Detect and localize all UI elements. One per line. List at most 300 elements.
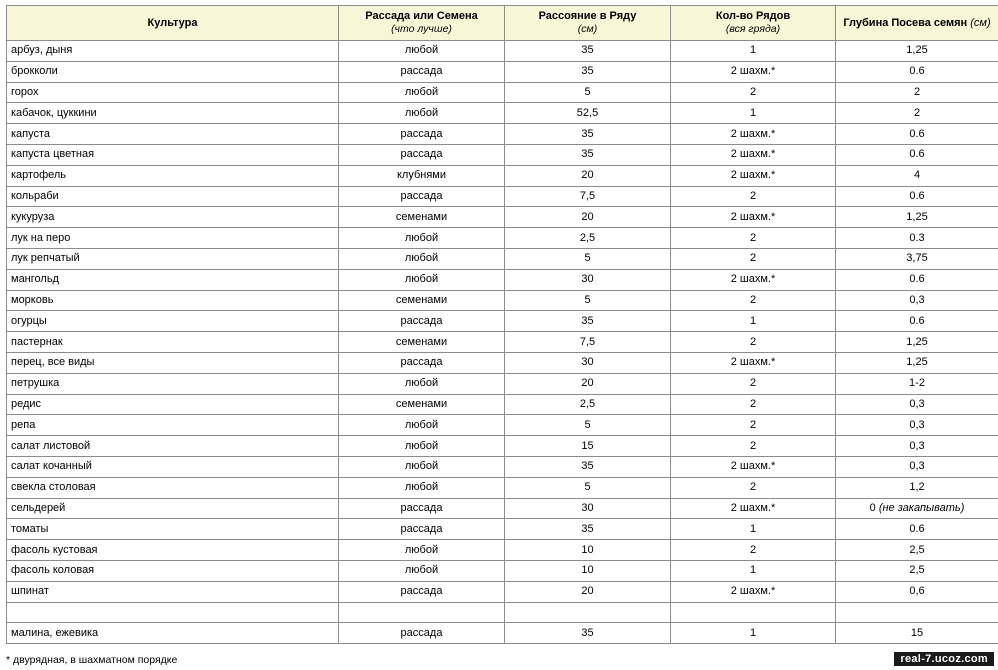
culture-cell	[7, 103, 339, 124]
rows-cell	[671, 41, 836, 62]
culture-value: кабачок, цуккини	[11, 106, 97, 119]
depth-cell	[836, 456, 998, 477]
rows-cell	[671, 269, 836, 290]
rows-value: 2 шахм.*	[730, 460, 776, 473]
culture-cell	[7, 124, 339, 145]
depth-cell	[836, 61, 998, 82]
method-value: любой	[404, 564, 439, 577]
rows-cell	[671, 311, 836, 332]
depth-cell	[836, 186, 998, 207]
spacing-cell	[505, 82, 671, 103]
culture-value: пастернак	[11, 335, 63, 348]
spacing-value: 5	[584, 252, 591, 265]
rows-value: 2 шахм.*	[730, 148, 776, 161]
spacing-value: 20	[581, 585, 594, 598]
depth-cell	[836, 519, 998, 540]
header-row-spacing	[505, 6, 671, 41]
depth-value: 4	[913, 169, 921, 182]
rows-cell	[671, 332, 836, 353]
table-row	[7, 415, 998, 436]
method-cell	[339, 41, 505, 62]
culture-value: арбуз, дыня	[11, 44, 73, 57]
table-row	[7, 560, 998, 581]
method-cell	[339, 498, 505, 519]
rows-value: 2	[749, 335, 757, 348]
rows-value: 1	[749, 564, 757, 577]
culture-value: шпинат	[11, 585, 49, 598]
spacing-value: 7,5	[579, 335, 596, 348]
spacing-value: 5	[584, 418, 591, 431]
spacing-value: 20	[581, 169, 594, 182]
method-cell	[339, 144, 505, 165]
table-row	[7, 103, 998, 124]
spacing-cell	[505, 248, 671, 269]
spacing-cell	[505, 228, 671, 249]
table-row	[7, 602, 998, 623]
culture-cell	[7, 269, 339, 290]
spacing-cell	[505, 41, 671, 62]
culture-cell	[7, 560, 339, 581]
culture-cell	[7, 498, 339, 519]
spacing-value: 10	[581, 543, 594, 556]
method-value: любой	[404, 377, 439, 390]
spacing-cell	[505, 394, 671, 415]
culture-cell	[7, 165, 339, 186]
spacing-value: 35	[581, 148, 594, 161]
method-value: любой	[404, 85, 439, 98]
celery-note: (не закапывать)	[878, 501, 965, 514]
depth-cell	[836, 41, 998, 62]
culture-cell	[7, 41, 339, 62]
depth-cell	[836, 373, 998, 394]
depth-cell	[836, 311, 998, 332]
culture-cell	[7, 311, 339, 332]
rows-value: 2	[749, 397, 757, 410]
depth-cell	[836, 436, 998, 457]
table-row	[7, 41, 998, 62]
culture-value: салат листовой	[11, 439, 91, 452]
method-cell	[339, 228, 505, 249]
rows-value: 2	[749, 543, 757, 556]
depth-value: 2	[913, 85, 921, 98]
rows-cell	[671, 124, 836, 145]
rows-value: 2	[749, 85, 757, 98]
rows-cell	[671, 394, 836, 415]
culture-value: петрушка	[11, 377, 60, 390]
depth-value: 0,6	[909, 585, 925, 598]
depth-value: 0.3	[909, 231, 925, 244]
method-value: рассада	[400, 501, 443, 514]
depth-cell	[836, 269, 998, 290]
rows-value: 2 шахм.*	[730, 65, 776, 78]
depth-value: 0.6	[909, 127, 925, 140]
spacing-cell	[505, 269, 671, 290]
depth-value: 0,3	[909, 460, 925, 473]
spacing-value: 35	[581, 65, 594, 78]
spacing-value: 35	[581, 314, 594, 327]
spacing-cell	[505, 519, 671, 540]
method-cell	[339, 103, 505, 124]
culture-value: малина, ежевика	[11, 626, 99, 639]
depth-cell	[836, 332, 998, 353]
method-cell	[339, 61, 505, 82]
method-cell	[339, 436, 505, 457]
method-value: рассада	[400, 314, 443, 327]
spacing-value: 35	[581, 522, 594, 535]
rows-value: 2	[749, 439, 757, 452]
spacing-cell	[505, 477, 671, 498]
depth-value: 0,3	[909, 418, 925, 431]
method-value: семенами	[395, 293, 448, 306]
culture-cell	[7, 207, 339, 228]
culture-value: репа	[11, 418, 36, 431]
table-row	[7, 456, 998, 477]
depth-cell	[836, 498, 998, 519]
rows-cell	[671, 228, 836, 249]
culture-value: капуста цветная	[11, 148, 95, 161]
depth-value: 0	[869, 501, 876, 514]
spacing-cell	[505, 144, 671, 165]
depth-cell	[836, 560, 998, 581]
method-cell	[339, 311, 505, 332]
method-value: рассада	[400, 356, 443, 369]
rows-cell	[671, 248, 836, 269]
table-row	[7, 623, 998, 644]
header-seedling-sub: (что лучше)	[391, 23, 452, 35]
spacing-cell	[505, 207, 671, 228]
culture-cell	[7, 394, 339, 415]
rows-value: 1	[749, 626, 757, 639]
table-row	[7, 144, 998, 165]
table-row	[7, 519, 998, 540]
culture-value: фасоль кустовая	[11, 543, 98, 556]
table-row	[7, 82, 998, 103]
rows-value: 2 шахм.*	[730, 501, 776, 514]
table-row	[7, 352, 998, 373]
spacing-value: 10	[581, 564, 594, 577]
rows-cell	[671, 373, 836, 394]
depth-value: 0,3	[909, 293, 925, 306]
header-row-count	[671, 6, 836, 41]
rows-cell	[671, 581, 836, 602]
depth-value: 1,25	[906, 210, 928, 223]
depth-value: 1-2	[909, 377, 925, 390]
culture-value: томаты	[11, 522, 49, 535]
culture-value: кукуруза	[11, 210, 55, 223]
culture-cell	[7, 623, 339, 644]
spacing-value: 5	[584, 85, 591, 98]
culture-value: брокколи	[11, 65, 58, 78]
culture-value: капуста	[11, 127, 51, 140]
header-depth-unit: (см)	[970, 16, 991, 29]
culture-value: мангольд	[11, 273, 59, 286]
method-value: клубнями	[396, 169, 447, 182]
culture-cell	[7, 519, 339, 540]
spacing-value: 2,5	[579, 231, 596, 244]
header-seedling-or-seed	[339, 6, 505, 41]
method-value: любой	[404, 44, 439, 57]
rows-cell	[671, 623, 836, 644]
method-value: рассада	[400, 626, 443, 639]
method-cell	[339, 540, 505, 561]
depth-value: 1,25	[906, 356, 928, 369]
table-body	[7, 41, 998, 644]
culture-value: сельдерей	[11, 501, 66, 514]
method-cell	[339, 207, 505, 228]
method-value: любой	[404, 106, 439, 119]
table-row	[7, 498, 998, 519]
table-row	[7, 290, 998, 311]
table-row	[7, 373, 998, 394]
table-row	[7, 581, 998, 602]
method-value: любой	[404, 418, 439, 431]
method-cell	[339, 373, 505, 394]
depth-value: 2	[913, 106, 921, 119]
spacing-cell	[505, 165, 671, 186]
spacing-cell	[505, 373, 671, 394]
method-cell	[339, 269, 505, 290]
spacing-cell	[505, 186, 671, 207]
depth-value: 1,2	[909, 481, 925, 494]
culture-value: лук репчатый	[11, 252, 80, 265]
method-value: рассада	[400, 189, 443, 202]
table-row	[7, 248, 998, 269]
spacing-cell	[505, 436, 671, 457]
culture-cell	[7, 332, 339, 353]
culture-value: картофель	[11, 169, 67, 182]
depth-cell	[836, 352, 998, 373]
culture-value: горох	[11, 85, 39, 98]
spacing-value: 5	[584, 293, 591, 306]
table-row	[7, 124, 998, 145]
depth-cell	[836, 602, 998, 623]
rows-cell	[671, 207, 836, 228]
culture-cell	[7, 581, 339, 602]
header-seedling-title: Рассада или Семена	[365, 10, 478, 22]
spacing-value: 35	[581, 44, 594, 57]
depth-cell	[836, 228, 998, 249]
rows-cell	[671, 498, 836, 519]
method-cell	[339, 519, 505, 540]
spacing-value: 15	[581, 439, 594, 452]
culture-cell	[7, 186, 339, 207]
method-value: рассада	[400, 65, 443, 78]
table-row	[7, 332, 998, 353]
depth-cell	[836, 623, 998, 644]
method-cell	[339, 394, 505, 415]
culture-value: лук на перо	[11, 231, 71, 244]
spacing-cell	[505, 352, 671, 373]
table-row	[7, 311, 998, 332]
spacing-cell	[505, 540, 671, 561]
rows-value: 2 шахм.*	[730, 273, 776, 286]
spacing-cell	[505, 61, 671, 82]
rows-cell	[671, 540, 836, 561]
rows-cell	[671, 82, 836, 103]
method-cell	[339, 456, 505, 477]
rows-value: 2 шахм.*	[730, 169, 776, 182]
header-spacing-sub: (см)	[577, 23, 598, 35]
spacing-cell	[505, 581, 671, 602]
table-row	[7, 165, 998, 186]
table-row	[7, 186, 998, 207]
depth-value: 0.6	[909, 148, 925, 161]
spacing-cell	[505, 332, 671, 353]
spacing-cell	[505, 560, 671, 581]
rows-cell	[671, 144, 836, 165]
method-cell	[339, 124, 505, 145]
spacing-cell	[505, 456, 671, 477]
depth-value: 3,75	[906, 252, 928, 265]
table-row	[7, 436, 998, 457]
method-cell	[339, 82, 505, 103]
method-value: любой	[404, 460, 439, 473]
culture-value: перец, все виды	[11, 356, 95, 369]
culture-cell	[7, 373, 339, 394]
rows-cell	[671, 290, 836, 311]
rows-value: 2	[749, 481, 757, 494]
spacing-value: 35	[581, 460, 594, 473]
culture-value: свекла столовая	[11, 481, 96, 494]
depth-cell	[836, 415, 998, 436]
spacing-cell	[505, 498, 671, 519]
depth-cell	[836, 165, 998, 186]
spacing-value: 7,5	[579, 189, 596, 202]
culture-cell	[7, 456, 339, 477]
culture-cell	[7, 415, 339, 436]
header-depth-title: Глубина Посева семян	[843, 16, 968, 29]
spacing-value: 2,5	[579, 397, 596, 410]
method-value: рассада	[400, 522, 443, 535]
spacing-cell	[505, 290, 671, 311]
table-row	[7, 394, 998, 415]
method-cell	[339, 352, 505, 373]
rows-cell	[671, 456, 836, 477]
method-value: любой	[404, 439, 439, 452]
table-row	[7, 207, 998, 228]
spacing-value: 35	[581, 626, 594, 639]
spacing-value: 20	[581, 377, 594, 390]
depth-cell	[836, 124, 998, 145]
depth-cell	[836, 394, 998, 415]
culture-cell	[7, 602, 339, 623]
depth-value: 1,25	[906, 44, 928, 57]
method-cell	[339, 186, 505, 207]
depth-cell	[836, 248, 998, 269]
header-culture	[7, 6, 339, 41]
culture-cell	[7, 436, 339, 457]
header-count-sub: (вся гряда)	[725, 23, 781, 35]
depth-cell	[836, 540, 998, 561]
method-value: семенами	[395, 397, 448, 410]
rows-value: 2	[749, 189, 757, 202]
rows-value: 2	[749, 252, 757, 265]
rows-cell	[671, 477, 836, 498]
method-value: любой	[404, 481, 439, 494]
method-value: рассада	[400, 127, 443, 140]
rows-value: 1	[749, 106, 757, 119]
depth-value: 0,3	[909, 439, 925, 452]
method-value: рассада	[400, 585, 443, 598]
spacing-value: 30	[581, 273, 594, 286]
culture-cell	[7, 540, 339, 561]
header-sowing-depth	[836, 6, 998, 41]
depth-cell	[836, 82, 998, 103]
rows-cell	[671, 436, 836, 457]
depth-cell	[836, 144, 998, 165]
depth-value: 1,25	[906, 335, 928, 348]
culture-value: кольраби	[11, 189, 59, 202]
rows-value: 1	[749, 522, 757, 535]
spacing-value: 20	[581, 210, 594, 223]
rows-value: 2	[749, 231, 757, 244]
culture-cell	[7, 228, 339, 249]
depth-cell	[836, 581, 998, 602]
culture-cell	[7, 144, 339, 165]
depth-value: 0,3	[909, 397, 925, 410]
header-spacing-title: Рассояние в Ряду	[538, 10, 637, 22]
rows-value: 2 шахм.*	[730, 127, 776, 140]
method-cell	[339, 290, 505, 311]
method-cell	[339, 623, 505, 644]
depth-value: 2,5	[909, 564, 925, 577]
rows-cell	[671, 602, 836, 623]
spacing-cell	[505, 602, 671, 623]
method-cell	[339, 602, 505, 623]
rows-cell	[671, 61, 836, 82]
spacing-value: 30	[581, 501, 594, 514]
method-value: любой	[404, 252, 439, 265]
depth-cell	[836, 477, 998, 498]
depth-value: 0.6	[909, 273, 925, 286]
depth-value: 0.6	[909, 522, 925, 535]
table-row	[7, 540, 998, 561]
spacing-cell	[505, 311, 671, 332]
spacing-cell	[505, 623, 671, 644]
footnote: * двурядная, в шахматном порядке	[6, 654, 178, 666]
culture-cell	[7, 290, 339, 311]
spacing-value: 30	[581, 356, 594, 369]
depth-value: 0.6	[909, 189, 925, 202]
method-value: любой	[404, 543, 439, 556]
spacing-value: 52,5	[576, 106, 599, 119]
header-row	[7, 6, 998, 41]
watermark: real-7.ucoz.com	[894, 652, 994, 666]
culture-value: фасоль коловая	[11, 564, 95, 577]
spacing-cell	[505, 415, 671, 436]
rows-value: 2	[749, 418, 757, 431]
spacing-cell	[505, 103, 671, 124]
culture-cell	[7, 352, 339, 373]
depth-value: 0.6	[909, 65, 925, 78]
method-cell	[339, 332, 505, 353]
rows-cell	[671, 186, 836, 207]
rows-cell	[671, 165, 836, 186]
rows-value: 2	[749, 377, 757, 390]
culture-cell	[7, 82, 339, 103]
culture-cell	[7, 61, 339, 82]
rows-cell	[671, 415, 836, 436]
method-value: любой	[404, 273, 439, 286]
rows-value: 2 шахм.*	[730, 585, 776, 598]
method-value: рассада	[400, 148, 443, 161]
table-row	[7, 61, 998, 82]
spacing-value: 35	[581, 127, 594, 140]
culture-cell	[7, 477, 339, 498]
table-row	[7, 477, 998, 498]
method-cell	[339, 581, 505, 602]
rows-value: 2 шахм.*	[730, 210, 776, 223]
